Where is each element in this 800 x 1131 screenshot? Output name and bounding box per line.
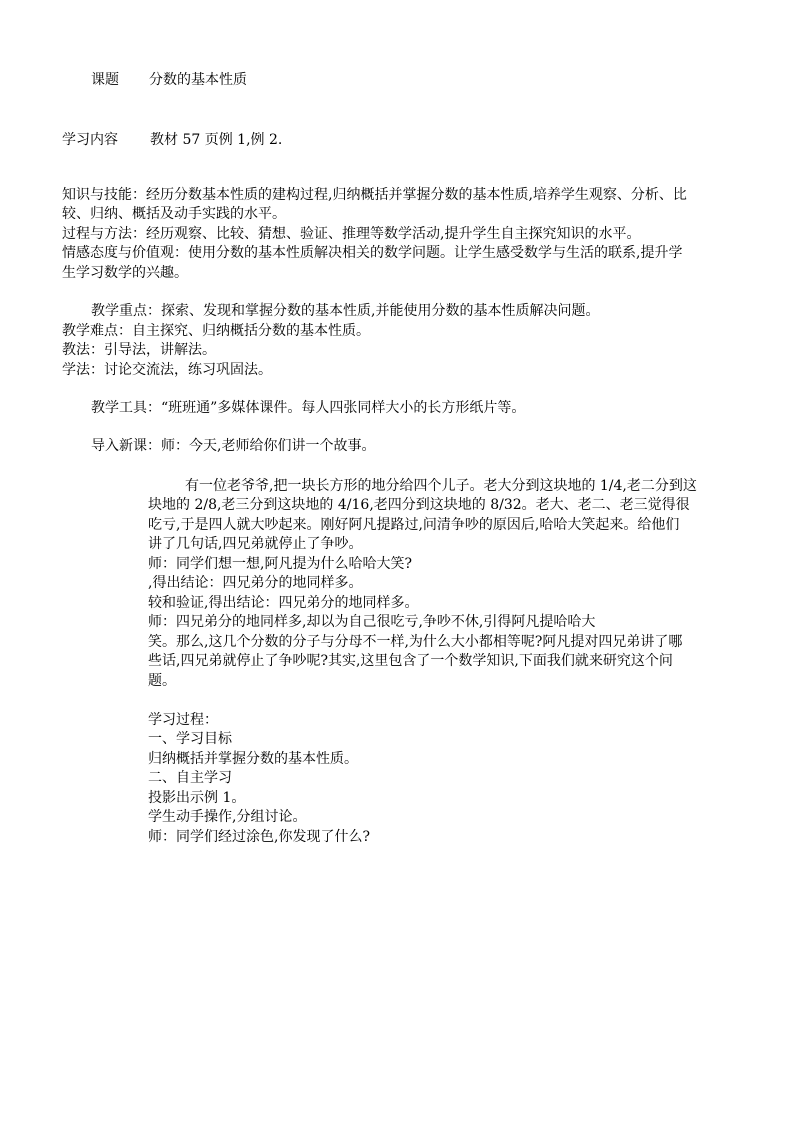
story-line-2: 块地的 2/8,老三分到这块地的 4/16,老四分到这块地的 8/32。老大、老二、老三觉得很 bbox=[148, 497, 690, 513]
process-step2-line1: 投影出示例 1。 bbox=[148, 790, 246, 806]
content-value: 教材 57 页例 1,例 2. bbox=[150, 132, 283, 148]
story-line-8: 师：四兄弟分的地同样多,却以为自己很吃亏,争吵不休,引得阿凡提哈哈大 bbox=[148, 614, 596, 630]
process-step2-title: 二、自主学习 bbox=[148, 770, 232, 786]
topic-label: 课题 bbox=[91, 72, 119, 88]
objective-knowledge-line2: 较、归纳、概括及动手实践的水平。 bbox=[62, 206, 286, 222]
story-line-9: 笑。那么,这几个分数的分子与分母不一样,为什么大小都相等呢?阿凡提对四兄弟讲了哪 bbox=[148, 634, 683, 650]
process-step1-title: 一、学习目标 bbox=[148, 731, 232, 747]
topic-value: 分数的基本性质 bbox=[149, 72, 247, 88]
objective-attitude-line1: 情感态度与价值观：使用分数的基本性质解决相关的数学问题。让学生感受数学与生活的联系,提升学 bbox=[62, 245, 683, 261]
teaching-method: 教法：引导法，讲解法。 bbox=[62, 342, 216, 358]
teaching-tools: 教学工具：“班班通”多媒体课件。每人四张同样大小的长方形纸片等。 bbox=[91, 400, 526, 416]
learning-method: 学法：讨论交流法，练习巩固法。 bbox=[62, 362, 272, 378]
content-row bbox=[62, 131, 282, 150]
content-label: 学习内容 bbox=[62, 132, 118, 148]
process-heading: 学习过程： bbox=[148, 712, 218, 728]
objective-process: 过程与方法：经历观察、比较、猜想、验证、推理等数学活动,提升学生自主探究知识的水平。 bbox=[62, 226, 641, 242]
story-line-1: 有一位老爷爷,把一块长方形的地分给四个儿子。老大分到这块地的 1/4,老二分到这 bbox=[185, 478, 697, 494]
teaching-key-point: 教学重点：探索、发现和掌握分数的基本性质,并能使用分数的基本性质解决问题。 bbox=[91, 303, 600, 319]
topic-row bbox=[91, 71, 247, 90]
story-line-10: 些话,四兄弟就停止了争吵呢?其实,这里包含了一个数学知识,下面我们就来研究这个问 bbox=[148, 653, 673, 669]
teaching-difficulty: 教学难点：自主探究、归纳概括分数的基本性质。 bbox=[62, 323, 370, 339]
story-line-11: 题。 bbox=[148, 673, 176, 689]
objective-attitude-line2: 生学习数学的兴趣。 bbox=[62, 265, 188, 281]
story-line-5: 师：同学们想一想,阿凡提为什么哈哈大笑? bbox=[148, 556, 412, 572]
process-step2-line2: 学生动手操作,分组讨论。 bbox=[148, 809, 307, 825]
process-step2-line3: 师：同学们经过涂色,你发现了什么? bbox=[148, 829, 370, 845]
objective-knowledge-line1: 知识与技能：经历分数基本性质的建构过程,归纳概括并掌握分数的基本性质,培养学生观察、分析、比 bbox=[62, 187, 687, 203]
story-line-7: 较和验证,得出结论：四兄弟分的地同样多。 bbox=[148, 595, 419, 611]
story-line-6: ,得出结论：四兄弟分的地同样多。 bbox=[148, 575, 363, 591]
story-line-3: 吃亏,于是四人就大吵起来。刚好阿凡提路过,问清争吵的原因后,哈哈大笑起来。给他们 bbox=[148, 517, 680, 533]
story-line-4: 讲了几句话,四兄弟就停止了争吵。 bbox=[148, 536, 363, 552]
lesson-intro: 导入新课：师：今天,老师给你们讲一个故事。 bbox=[91, 438, 376, 454]
process-step1-body: 归纳概括并掌握分数的基本性质。 bbox=[148, 751, 358, 767]
